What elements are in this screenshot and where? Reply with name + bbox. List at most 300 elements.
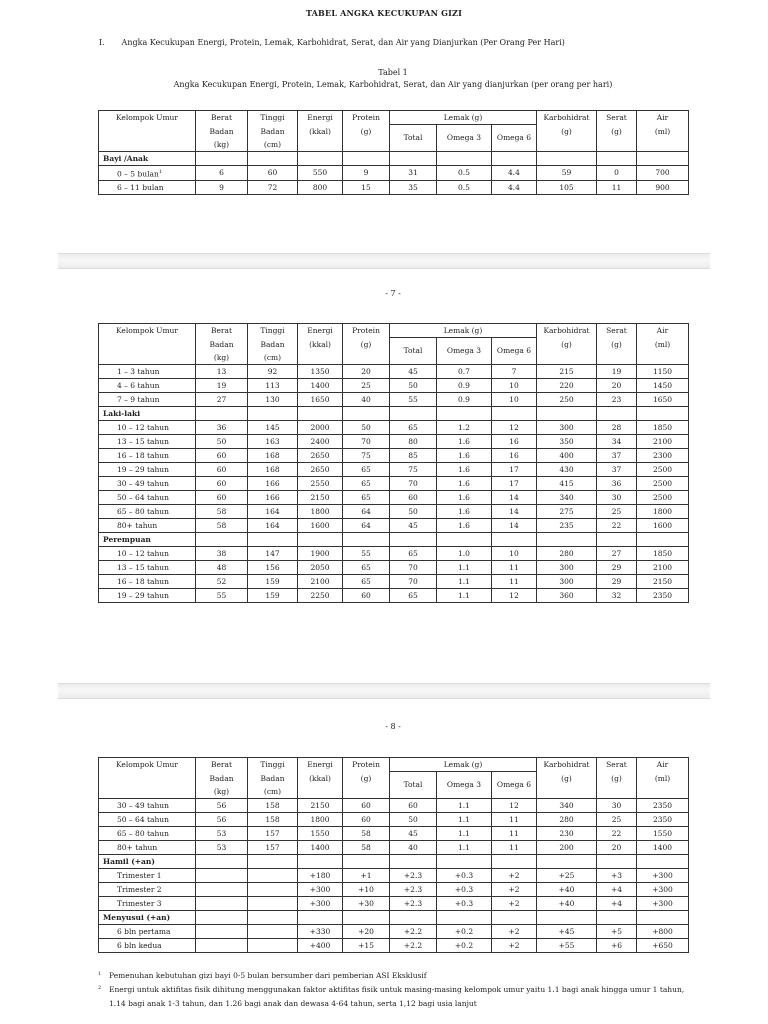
value-cell: 60: [343, 812, 390, 826]
nutrition-table: [98, 110, 689, 195]
value-cell: 55: [196, 588, 248, 602]
value-cell: 56: [196, 812, 248, 826]
value-cell: 36: [597, 476, 637, 490]
value-cell: 1650: [637, 392, 689, 406]
value-cell: 550: [298, 165, 343, 181]
empty-cell: [597, 854, 637, 868]
value-cell: 50: [390, 378, 437, 392]
value-cell: 25: [597, 812, 637, 826]
value-cell: 2250: [298, 588, 343, 602]
value-cell: 60: [248, 165, 298, 181]
footnote-mark: 2: [98, 985, 102, 991]
value-cell: 38: [196, 546, 248, 560]
value-cell: +650: [637, 938, 689, 952]
value-cell: 16: [492, 434, 537, 448]
value-cell: +2.3: [390, 896, 437, 910]
value-cell: 300: [537, 574, 597, 588]
value-cell: 0.9: [437, 378, 492, 392]
value-cell: 1400: [298, 840, 343, 854]
value-cell: 53: [196, 840, 248, 854]
section-heading: [99, 38, 565, 47]
header-berat-unit: (kg): [196, 785, 248, 799]
empty-cell: [492, 151, 537, 165]
value-cell: 1.6: [437, 504, 492, 518]
empty-cell: [248, 854, 298, 868]
value-cell: +300: [637, 896, 689, 910]
nutrition-table: [98, 757, 689, 953]
value-cell: +330: [298, 924, 343, 938]
value-cell: 11: [492, 812, 537, 826]
value-cell: 2150: [298, 798, 343, 812]
header-omega-6: Omega 6: [492, 125, 537, 152]
value-cell: +800: [637, 924, 689, 938]
empty-cell: [492, 406, 537, 420]
value-cell: 72: [248, 181, 298, 195]
table-row: [99, 826, 689, 840]
empty-cell: [537, 406, 597, 420]
table-row: [99, 840, 689, 854]
value-cell: 430: [537, 462, 597, 476]
value-cell: +4: [597, 882, 637, 896]
header-serat-unit: (g): [597, 338, 637, 351]
header-karbohidrat: Karbohidrat: [537, 324, 597, 338]
empty-cell: [248, 910, 298, 924]
value-cell: +2: [492, 868, 537, 882]
empty-cell: [343, 854, 390, 868]
value-cell: [248, 896, 298, 910]
table-row: [99, 490, 689, 504]
value-cell: 280: [537, 812, 597, 826]
empty-cell: [437, 910, 492, 924]
empty-cell: [298, 910, 343, 924]
empty-cell: [196, 910, 248, 924]
value-cell: 60: [343, 588, 390, 602]
value-cell: 2100: [637, 560, 689, 574]
value-cell: 1550: [637, 826, 689, 840]
value-cell: 10: [492, 378, 537, 392]
value-cell: 22: [597, 826, 637, 840]
group-row: [99, 532, 689, 546]
empty-cell: [637, 854, 689, 868]
value-cell: 1450: [637, 378, 689, 392]
table-row: [99, 518, 689, 532]
footnote: [98, 969, 698, 983]
value-cell: 145: [248, 420, 298, 434]
value-cell: 60: [196, 476, 248, 490]
group-row: [99, 406, 689, 420]
age-cell: Trimester 1: [99, 868, 196, 882]
empty-cell: [390, 532, 437, 546]
value-cell: 1600: [298, 518, 343, 532]
header-lemak-total: Total: [390, 125, 437, 152]
table-row: [99, 420, 689, 434]
value-cell: 65: [390, 546, 437, 560]
value-cell: 300: [537, 420, 597, 434]
age-cell: 80+ tahun: [99, 518, 196, 532]
value-cell: 40: [390, 840, 437, 854]
value-cell: 13: [196, 364, 248, 378]
table-row: [99, 812, 689, 826]
header-blank: [343, 138, 390, 152]
value-cell: 230: [537, 826, 597, 840]
value-cell: 9: [343, 165, 390, 181]
age-cell: 16 – 18 tahun: [99, 448, 196, 462]
value-cell: 113: [248, 378, 298, 392]
value-cell: 1.6: [437, 518, 492, 532]
value-cell: 55: [343, 546, 390, 560]
value-cell: 65: [390, 588, 437, 602]
value-cell: 340: [537, 490, 597, 504]
value-cell: +180: [298, 868, 343, 882]
age-cell: 50 – 64 tahun: [99, 812, 196, 826]
header-kelompok-umur: Kelompok Umur: [99, 111, 196, 125]
value-cell: 48: [196, 560, 248, 574]
table-row: [99, 938, 689, 952]
value-cell: 158: [248, 812, 298, 826]
header-karbohidrat-unit: (g): [537, 125, 597, 138]
empty-cell: [248, 406, 298, 420]
group-row: [99, 910, 689, 924]
age-cell: 10 – 12 tahun: [99, 420, 196, 434]
value-cell: 157: [248, 840, 298, 854]
value-cell: +300: [298, 896, 343, 910]
header-karbohidrat-unit: (g): [537, 338, 597, 351]
value-cell: +15: [343, 938, 390, 952]
value-cell: 1900: [298, 546, 343, 560]
value-cell: 2500: [637, 462, 689, 476]
header-air-unit: (ml): [637, 338, 689, 351]
header-tinggi: Tinggi: [248, 324, 298, 338]
value-cell: 4.4: [492, 181, 537, 195]
value-cell: [196, 896, 248, 910]
value-cell: 11: [492, 560, 537, 574]
value-cell: [248, 938, 298, 952]
header-energi: Energi: [298, 111, 343, 125]
empty-cell: [637, 151, 689, 165]
header-air-unit: (ml): [637, 125, 689, 138]
empty-cell: [196, 151, 248, 165]
value-cell: 14: [492, 504, 537, 518]
footnotes: [98, 969, 698, 1011]
value-cell: 1.6: [437, 490, 492, 504]
header-blank: [537, 785, 597, 799]
header-energi-unit: (kkal): [298, 772, 343, 785]
value-cell: 1350: [298, 364, 343, 378]
value-cell: 12: [492, 588, 537, 602]
value-cell: +0.2: [437, 924, 492, 938]
header-kelompok-umur: Kelompok Umur: [99, 324, 196, 338]
value-cell: 2350: [637, 798, 689, 812]
empty-cell: [298, 532, 343, 546]
value-cell: +3: [597, 868, 637, 882]
value-cell: 200: [537, 840, 597, 854]
value-cell: 1600: [637, 518, 689, 532]
table-row: [99, 868, 689, 882]
value-cell: 85: [390, 448, 437, 462]
value-cell: 2050: [298, 560, 343, 574]
value-cell: +40: [537, 896, 597, 910]
header-lemak: Lemak (g): [390, 758, 537, 772]
value-cell: [196, 868, 248, 882]
age-cell: 0 – 5 bulan$^1$: [99, 165, 196, 181]
value-cell: 70: [343, 434, 390, 448]
table-row: [99, 181, 689, 195]
value-cell: 1.1: [437, 574, 492, 588]
page-number-7: - 7 -: [385, 289, 401, 298]
header-blank: [298, 785, 343, 799]
age-cell: 19 – 29 tahun: [99, 588, 196, 602]
page-number-8: - 8 -: [385, 722, 401, 731]
header-energi-unit: (kkal): [298, 125, 343, 138]
value-cell: 9: [196, 181, 248, 195]
header-protein-unit: (g): [343, 772, 390, 785]
header-blank: [99, 338, 196, 351]
table-row: [99, 882, 689, 896]
value-cell: 22: [597, 518, 637, 532]
value-cell: [196, 938, 248, 952]
value-cell: [248, 924, 298, 938]
empty-cell: [637, 910, 689, 924]
value-cell: 59: [537, 165, 597, 181]
empty-cell: [248, 532, 298, 546]
table-row: [99, 588, 689, 602]
value-cell: 159: [248, 574, 298, 588]
empty-cell: [248, 151, 298, 165]
value-cell: 166: [248, 490, 298, 504]
value-cell: 158: [248, 798, 298, 812]
value-cell: 10: [492, 546, 537, 560]
value-cell: +2.2: [390, 938, 437, 952]
age-cell: 13 – 15 tahun: [99, 434, 196, 448]
header-blank: [99, 785, 196, 799]
value-cell: 31: [390, 165, 437, 181]
header-lemak-total: Total: [390, 772, 437, 799]
value-cell: 2550: [298, 476, 343, 490]
empty-cell: [597, 151, 637, 165]
value-cell: 1650: [298, 392, 343, 406]
group-label: Bayi /Anak: [99, 151, 196, 165]
empty-cell: [390, 910, 437, 924]
header-lemak: Lemak (g): [390, 111, 537, 125]
value-cell: 65: [343, 476, 390, 490]
value-cell: +300: [637, 882, 689, 896]
value-cell: [248, 882, 298, 896]
value-cell: 65: [343, 490, 390, 504]
value-cell: 350: [537, 434, 597, 448]
value-cell: 1.1: [437, 588, 492, 602]
header-blank: [99, 351, 196, 365]
value-cell: 340: [537, 798, 597, 812]
value-cell: 1850: [637, 420, 689, 434]
value-cell: 166: [248, 476, 298, 490]
empty-cell: [343, 406, 390, 420]
header-energi: Energi: [298, 758, 343, 772]
value-cell: 58: [343, 826, 390, 840]
table-label: Tabel 1: [378, 68, 408, 77]
header-omega-6: Omega 6: [492, 772, 537, 799]
value-cell: 400: [537, 448, 597, 462]
value-cell: 2350: [637, 588, 689, 602]
value-cell: 2150: [298, 490, 343, 504]
header-karbohidrat: Karbohidrat: [537, 111, 597, 125]
empty-cell: [597, 910, 637, 924]
value-cell: 36: [196, 420, 248, 434]
header-blank: [343, 785, 390, 799]
value-cell: +300: [637, 868, 689, 882]
age-cell: 50 – 64 tahun: [99, 490, 196, 504]
value-cell: +0.3: [437, 882, 492, 896]
value-cell: 1800: [298, 812, 343, 826]
table-row: [99, 392, 689, 406]
header-tinggi: Tinggi: [248, 111, 298, 125]
value-cell: 25: [343, 378, 390, 392]
age-cell: 4 – 6 tahun: [99, 378, 196, 392]
empty-cell: [196, 406, 248, 420]
header-serat: Serat: [597, 111, 637, 125]
value-cell: 2100: [637, 434, 689, 448]
value-cell: 1.6: [437, 476, 492, 490]
value-cell: +45: [537, 924, 597, 938]
header-tinggi-unit: (cm): [248, 351, 298, 365]
header-tinggi-sub: Badan: [248, 125, 298, 138]
header-tinggi-unit: (cm): [248, 785, 298, 799]
value-cell: 64: [343, 504, 390, 518]
value-cell: 1.2: [437, 420, 492, 434]
age-cell: Trimester 3: [99, 896, 196, 910]
header-serat-unit: (g): [597, 772, 637, 785]
header-berat-sub: Badan: [196, 772, 248, 785]
value-cell: 1800: [637, 504, 689, 518]
value-cell: 60: [390, 490, 437, 504]
header-protein: Protein: [343, 324, 390, 338]
empty-cell: [196, 854, 248, 868]
empty-cell: [492, 910, 537, 924]
table-row: [99, 448, 689, 462]
table-caption: Angka Kecukupan Energi, Protein, Lemak, Karbohidrat, Serat, dan Air yang dianjurkan (per orang per hari): [173, 80, 613, 89]
value-cell: 92: [248, 364, 298, 378]
value-cell: 1400: [637, 840, 689, 854]
header-blank: [637, 351, 689, 365]
value-cell: 37: [597, 448, 637, 462]
value-cell: 0.7: [437, 364, 492, 378]
value-cell: 2400: [298, 434, 343, 448]
value-cell: 80: [390, 434, 437, 448]
empty-cell: [343, 151, 390, 165]
value-cell: 275: [537, 504, 597, 518]
value-cell: 17: [492, 462, 537, 476]
value-cell: 35: [390, 181, 437, 195]
value-cell: +20: [343, 924, 390, 938]
header-protein: Protein: [343, 111, 390, 125]
value-cell: 1.6: [437, 434, 492, 448]
value-cell: 45: [390, 826, 437, 840]
table-row: [99, 364, 689, 378]
value-cell: +40: [537, 882, 597, 896]
table-row: [99, 165, 689, 181]
age-cell: 1 – 3 tahun: [99, 364, 196, 378]
value-cell: 64: [343, 518, 390, 532]
value-cell: 10: [492, 392, 537, 406]
value-cell: +400: [298, 938, 343, 952]
header-air: Air: [637, 111, 689, 125]
value-cell: 75: [343, 448, 390, 462]
value-cell: 1.1: [437, 798, 492, 812]
header-kelompok-umur: Kelompok Umur: [99, 758, 196, 772]
value-cell: 1.0: [437, 546, 492, 560]
value-cell: 27: [597, 546, 637, 560]
empty-cell: [196, 532, 248, 546]
value-cell: 50: [390, 504, 437, 518]
empty-cell: [492, 532, 537, 546]
header-tinggi-unit: (cm): [248, 138, 298, 152]
header-blank: [637, 138, 689, 152]
age-cell: 19 – 29 tahun: [99, 462, 196, 476]
value-cell: 1.1: [437, 826, 492, 840]
document-title: TABEL ANGKA KECUKUPAN GIZI: [305, 8, 463, 18]
value-cell: 2350: [637, 812, 689, 826]
table-row: [99, 574, 689, 588]
header-tinggi-sub: Badan: [248, 338, 298, 351]
value-cell: +30: [343, 896, 390, 910]
header-tinggi-sub: Badan: [248, 772, 298, 785]
value-cell: 60: [343, 798, 390, 812]
value-cell: 23: [597, 392, 637, 406]
value-cell: 65: [343, 574, 390, 588]
value-cell: 40: [343, 392, 390, 406]
value-cell: 45: [390, 518, 437, 532]
footnote: [98, 983, 698, 1011]
header-tinggi: Tinggi: [248, 758, 298, 772]
header-lemak-total: Total: [390, 338, 437, 365]
header-blank: [637, 785, 689, 799]
value-cell: 1800: [298, 504, 343, 518]
value-cell: 900: [637, 181, 689, 195]
header-blank: [343, 351, 390, 365]
value-cell: 250: [537, 392, 597, 406]
value-cell: 19: [597, 364, 637, 378]
value-cell: 65: [390, 420, 437, 434]
value-cell: 14: [492, 490, 537, 504]
header-serat: Serat: [597, 758, 637, 772]
value-cell: 163: [248, 434, 298, 448]
value-cell: 37: [597, 462, 637, 476]
value-cell: +0.3: [437, 868, 492, 882]
value-cell: 52: [196, 574, 248, 588]
value-cell: 20: [343, 364, 390, 378]
value-cell: 1400: [298, 378, 343, 392]
header-blank: [298, 351, 343, 365]
header-air: Air: [637, 324, 689, 338]
value-cell: +10: [343, 882, 390, 896]
header-omega-3: Omega 3: [437, 125, 492, 152]
header-omega-3: Omega 3: [437, 772, 492, 799]
empty-cell: [390, 854, 437, 868]
value-cell: 60: [196, 448, 248, 462]
page-separator: [58, 683, 710, 699]
value-cell: 16: [492, 448, 537, 462]
age-cell: 6 bln pertama: [99, 924, 196, 938]
header-blank: [99, 125, 196, 138]
value-cell: +2: [492, 896, 537, 910]
value-cell: 235: [537, 518, 597, 532]
value-cell: 65: [343, 560, 390, 574]
header-blank: [99, 138, 196, 152]
value-cell: 700: [637, 165, 689, 181]
value-cell: 53: [196, 826, 248, 840]
header-protein-unit: (g): [343, 338, 390, 351]
value-cell: 55: [390, 392, 437, 406]
header-blank: [298, 138, 343, 152]
